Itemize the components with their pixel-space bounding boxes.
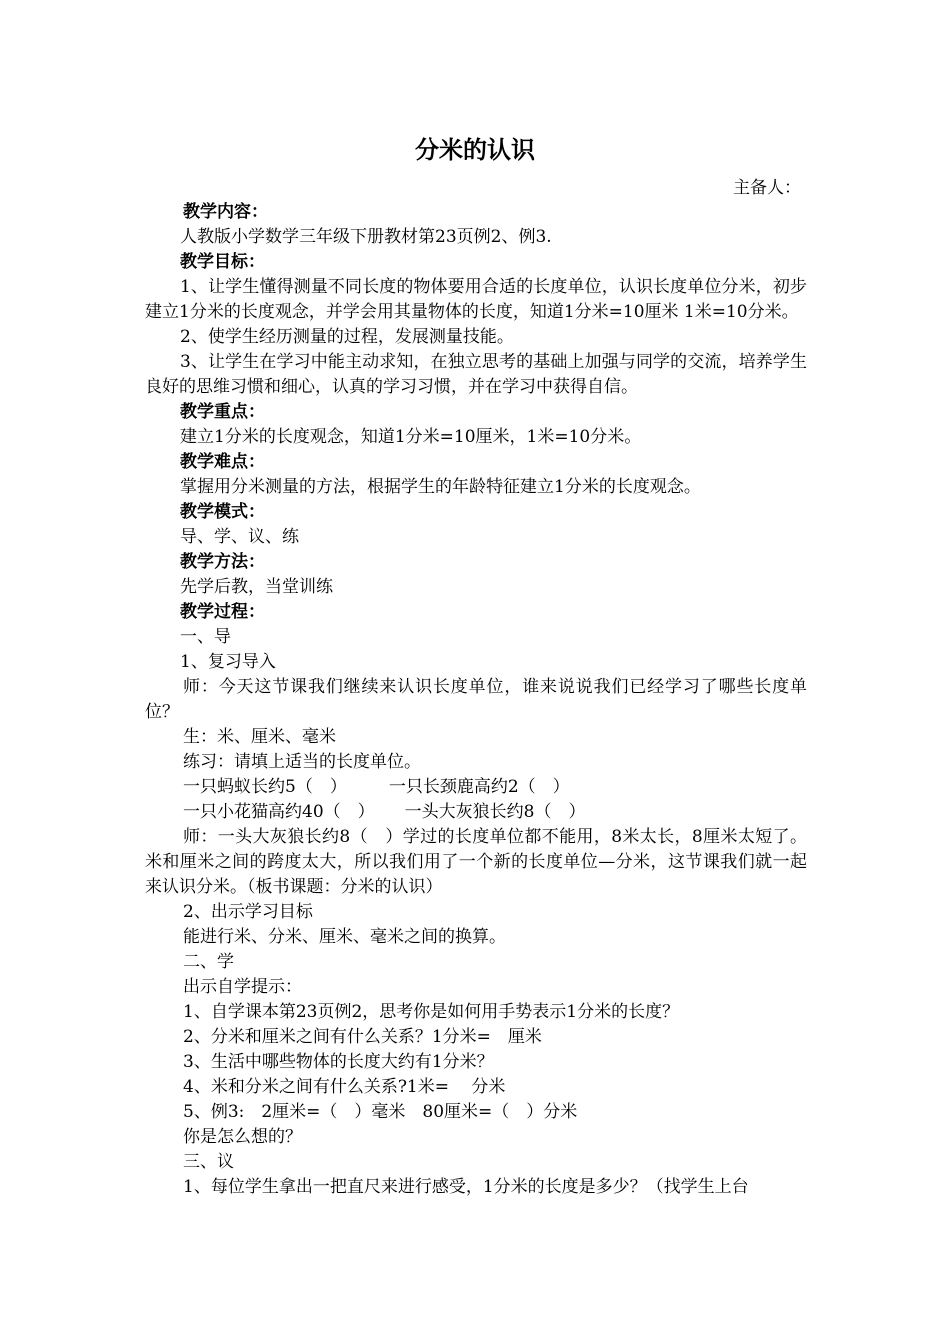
heading-difficulty: 教学难点： xyxy=(180,452,265,472)
question-1: 1、自学课本第23页例2，思考你是如何用手势表示1分米的长度？ xyxy=(183,1002,680,1022)
exercise-a: 一只蚂蚁长约5（ ） xyxy=(183,777,347,797)
part-2: 二、学 xyxy=(183,952,234,972)
heading-content: 教学内容： xyxy=(183,202,268,222)
heading-mode: 教学模式： xyxy=(180,502,265,522)
part-1: 一、导 xyxy=(180,627,231,647)
exercise-row-2 xyxy=(145,800,807,825)
exercise-d: 一头大灰狼长约8（ ） xyxy=(404,802,586,822)
exercise-c: 一只小花猫高约40（ ） xyxy=(183,802,375,822)
question-4: 4、米和分米之间有什么关系?1米= 分米 xyxy=(183,1077,506,1097)
document-body xyxy=(145,200,807,1200)
teacher-line-1: 师：今天这节课我们继续来认识长度单位，谁来说说我们已经学习了哪些长度单位？ xyxy=(145,677,807,722)
preparer-label: 主备人： xyxy=(733,178,801,198)
goal-1: 1、让学生懂得测量不同长度的物体要用合适的长度单位，认识长度单位分米，初步建立1分米的长度观念，并学会用其量物体的长度，知道1分米=10厘米 1米=10分米。 xyxy=(145,277,807,322)
goal-3: 3、让学生在学习中能主动求知，在独立思考的基础上加强与同学的交流，培养学生良好的思维习惯和细心，认真的学习习惯，并在学习中获得自信。 xyxy=(145,352,807,397)
step-2: 2、出示学习目标 xyxy=(183,902,313,922)
exercise-row-1 xyxy=(145,775,807,800)
question-6: 你是怎么想的？ xyxy=(183,1127,302,1147)
goal-text: 能进行米、分米、厘米、毫米之间的换算。 xyxy=(183,927,506,947)
goal-2: 2、使学生经历测量的过程，发展测量技能。 xyxy=(180,327,514,347)
method-text: 先学后教，当堂训练 xyxy=(180,577,333,597)
student-line-1: 生：米、厘米、毫米 xyxy=(183,727,336,747)
difficulty-text: 掌握用分米测量的方法，根据学生的年龄特征建立1分米的长度观念。 xyxy=(180,477,701,497)
mode-text: 导、学、议、练 xyxy=(180,527,299,547)
discussion-1: 1、每位学生拿出一把直尺来进行感受，1分米的长度是多少？（找学生上台 xyxy=(183,1177,749,1197)
step-1: 1、复习导入 xyxy=(180,652,276,672)
heading-key-points: 教学重点： xyxy=(180,402,265,422)
exercise-b: 一只长颈鹿高约2（ ） xyxy=(388,777,570,797)
heading-process: 教学过程： xyxy=(180,602,265,622)
key-points-text: 建立1分米的长度观念，知道1分米=10厘米，1米=10分米。 xyxy=(180,427,642,447)
heading-goals: 教学目标： xyxy=(180,252,265,272)
content-text: 人教版小学数学三年级下册教材第23页例2、例3. xyxy=(180,227,552,247)
question-3: 3、生活中哪些物体的长度大约有1分米？ xyxy=(183,1052,494,1072)
self-study-prompt: 出示自学提示： xyxy=(183,977,302,997)
document-title: 分米的认识 xyxy=(415,135,535,164)
exercise-intro: 练习：请填上适当的长度单位。 xyxy=(183,752,421,772)
question-2: 2、分米和厘米之间有什么关系？1分米= 厘米 xyxy=(183,1027,542,1047)
teacher-line-2: 师：一头大灰狼长约8（ ）学过的长度单位都不能用，8米太长，8厘米太短了。米和厘米之间的跨度太大，所以我们用了一个新的长度单位—分米，这节课我们就一起来认识分米。（板书课题：分米的认识） xyxy=(145,827,807,897)
part-3: 三、议 xyxy=(183,1152,234,1172)
question-5: 5、例3: 2厘米=（ ）毫米 80厘米=（ ）分米 xyxy=(183,1102,578,1122)
heading-method: 教学方法： xyxy=(180,552,265,572)
